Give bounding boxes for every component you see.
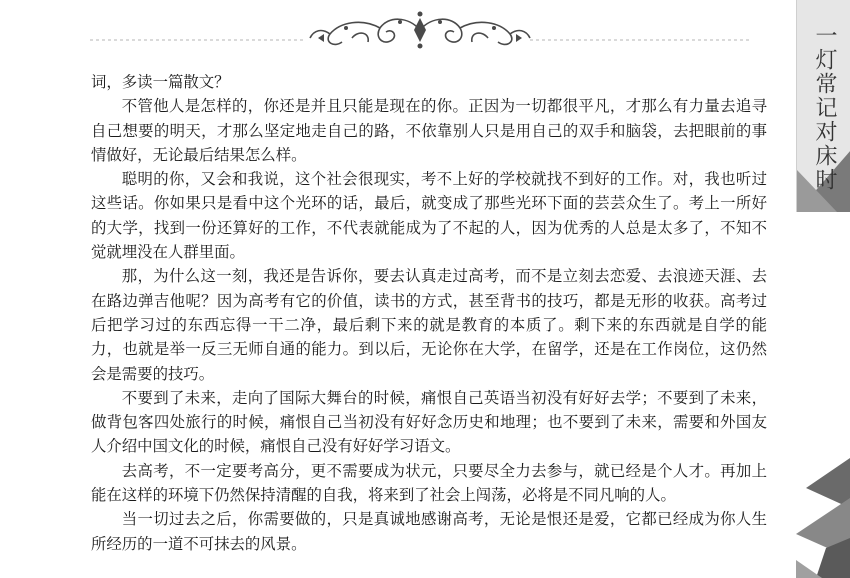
article-body xyxy=(91,70,767,556)
paragraph: 当一切过去之后，你需要做的，只是真诚地感谢高考，无论是恨还是爱，它都已经成为你人生所经历的一道不可抹去的风景。 xyxy=(91,510,767,553)
paragraph: 不管他人是怎样的，你还是并且只能是现在的你。正因为一切都很平凡，才那么有力量去追寻自己想要的明天，才那么坚定地走自己的路，不依靠别人只是用自己的双手和脑袋，去把眼前的事情做好，无论最后结果怎么样。 xyxy=(91,97,767,164)
paragraph-continued: 词，多读一篇散文？ xyxy=(91,73,230,91)
chapter-title: 一灯常记对床时 xyxy=(812,24,837,192)
sidebar-bottom-triangles xyxy=(796,448,850,578)
chapter-sidebar xyxy=(796,0,850,578)
paragraph: 聪明的你，又会和我说，这个社会很现实，考不上好的学校就找不到好的工作。对，我也听过这些话。你如果只是看中这个光环的话，最后，就变成了那些光环下面的芸芸众生了。考上一所好的大学，找到一份还算好的工作，不代表就能成为了不起的人，因为优秀的人总是太多了，不知不觉就埋没在人群里面。 xyxy=(91,170,767,262)
paragraph: 那，为什么这一刻，我还是告诉你，要去认真走过高考，而不是立刻去恋爱、去浪迹天涯、去在路边弹吉他呢？因为高考有它的价值，读书的方式，甚至背书的技巧，都是无形的收获。高考过后把学习过的东西忘得一干二净，最后剩下来的就是教育的本质了。剩下来的东西就是自学的能力，也就是举一反三无师自通的能力。到以后，无论你在大学，在留学，还是在工作岗位，这仍然会是需要的技巧。 xyxy=(91,267,767,383)
header-ornament xyxy=(90,8,750,52)
paragraph: 不要到了未来，走向了国际大舞台的时候，痛恨自己英语当初没有好好去学；不要到了未来，做背包客四处旅行的时候，痛恨自己当初没有好好念历史和地理；也不要到了未来，需要和外国友人介绍中国文化的时候，痛恨自己没有好好学习语文。 xyxy=(91,388,767,456)
chapter-tab xyxy=(796,0,850,212)
paragraph: 去高考，不一定要考高分，更不需要成为状元，只要尽全力去参与，就已经是个人才。再加上能在这样的环境下仍然保持清醒的自我，将来到了社会上闯荡，必将是不同凡响的人。 xyxy=(91,461,767,505)
